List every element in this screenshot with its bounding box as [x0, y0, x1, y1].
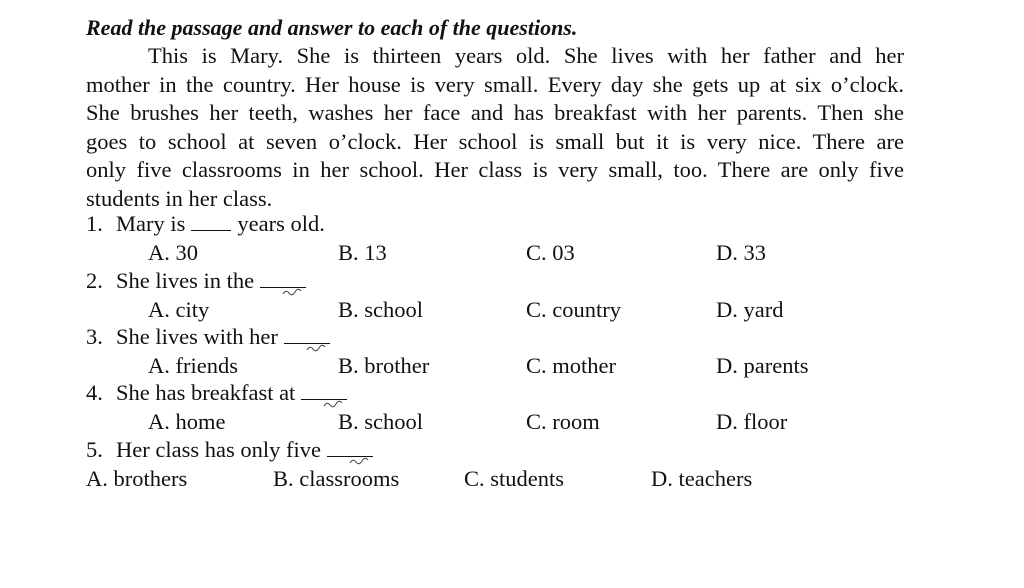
passage-line: She brushes her teeth, washes her face and has breakfast with her parents. Then she	[86, 100, 904, 125]
option-b[interactable]: B. brother	[338, 353, 430, 378]
passage-line: This is Mary. She is thirteen years old. She lives with her father and her	[148, 43, 904, 68]
option-a[interactable]: A. brothers	[86, 466, 188, 491]
option-a[interactable]: A. 30	[148, 240, 198, 265]
instruction-heading: Read the passage and answer to each of the questions.	[86, 15, 578, 40]
option-d[interactable]: D. 33	[716, 240, 766, 265]
answer-blank[interactable]	[191, 212, 231, 231]
question-5	[86, 436, 379, 464]
option-b[interactable]: B. school	[338, 297, 424, 322]
question-2	[86, 267, 312, 295]
question-number: 2.	[86, 268, 103, 293]
question-number: 1.	[86, 211, 103, 236]
option-d[interactable]: D. teachers	[651, 466, 753, 491]
question-text: She lives in the	[116, 268, 255, 293]
question-number: 3.	[86, 324, 103, 349]
reading-passage	[86, 42, 904, 213]
option-c[interactable]: C. room	[526, 409, 600, 434]
squiggle-mark-icon	[306, 344, 328, 352]
option-b[interactable]: B. classrooms	[273, 466, 400, 491]
question-4	[86, 379, 353, 407]
answer-blank[interactable]	[301, 381, 347, 400]
question-text: Her class has only five	[116, 437, 321, 462]
passage-line: students in her class.	[86, 185, 273, 211]
option-a[interactable]: A. friends	[148, 353, 238, 378]
option-d[interactable]: D. yard	[716, 297, 784, 322]
passage-line: only five classrooms in her school. Her class is very small, too. There are only five	[86, 157, 904, 182]
question-number: 5.	[86, 437, 103, 462]
question-text: She lives with her	[116, 324, 278, 349]
question-text: She has breakfast at	[116, 380, 296, 405]
answer-blank[interactable]	[260, 269, 306, 288]
squiggle-mark-icon	[323, 400, 345, 408]
question-number: 4.	[86, 380, 103, 405]
question-1	[86, 210, 325, 238]
squiggle-mark-icon	[282, 288, 304, 296]
passage-line: goes to school at seven o’clock. Her school is small but it is very nice. There are	[86, 128, 904, 154]
option-a[interactable]: A. home	[148, 409, 226, 434]
question-text-after: years old.	[237, 211, 325, 236]
passage-line: mother in the country. Her house is very small. Every day she gets up at six o’clock.	[86, 71, 904, 97]
option-c[interactable]: C. students	[464, 466, 565, 491]
option-c[interactable]: C. 03	[526, 240, 575, 265]
option-d[interactable]: D. floor	[716, 409, 788, 434]
option-b[interactable]: B. 13	[338, 240, 387, 265]
option-a[interactable]: A. city	[148, 297, 210, 322]
answer-blank[interactable]	[327, 438, 373, 457]
answer-blank[interactable]	[284, 325, 330, 344]
question-text: Mary is	[116, 211, 186, 236]
option-c[interactable]: C. mother	[526, 353, 616, 378]
option-b[interactable]: B. school	[338, 409, 424, 434]
squiggle-mark-icon	[349, 457, 371, 465]
option-d[interactable]: D. parents	[716, 353, 809, 378]
option-c[interactable]: C. country	[526, 297, 621, 322]
question-3	[86, 323, 336, 351]
